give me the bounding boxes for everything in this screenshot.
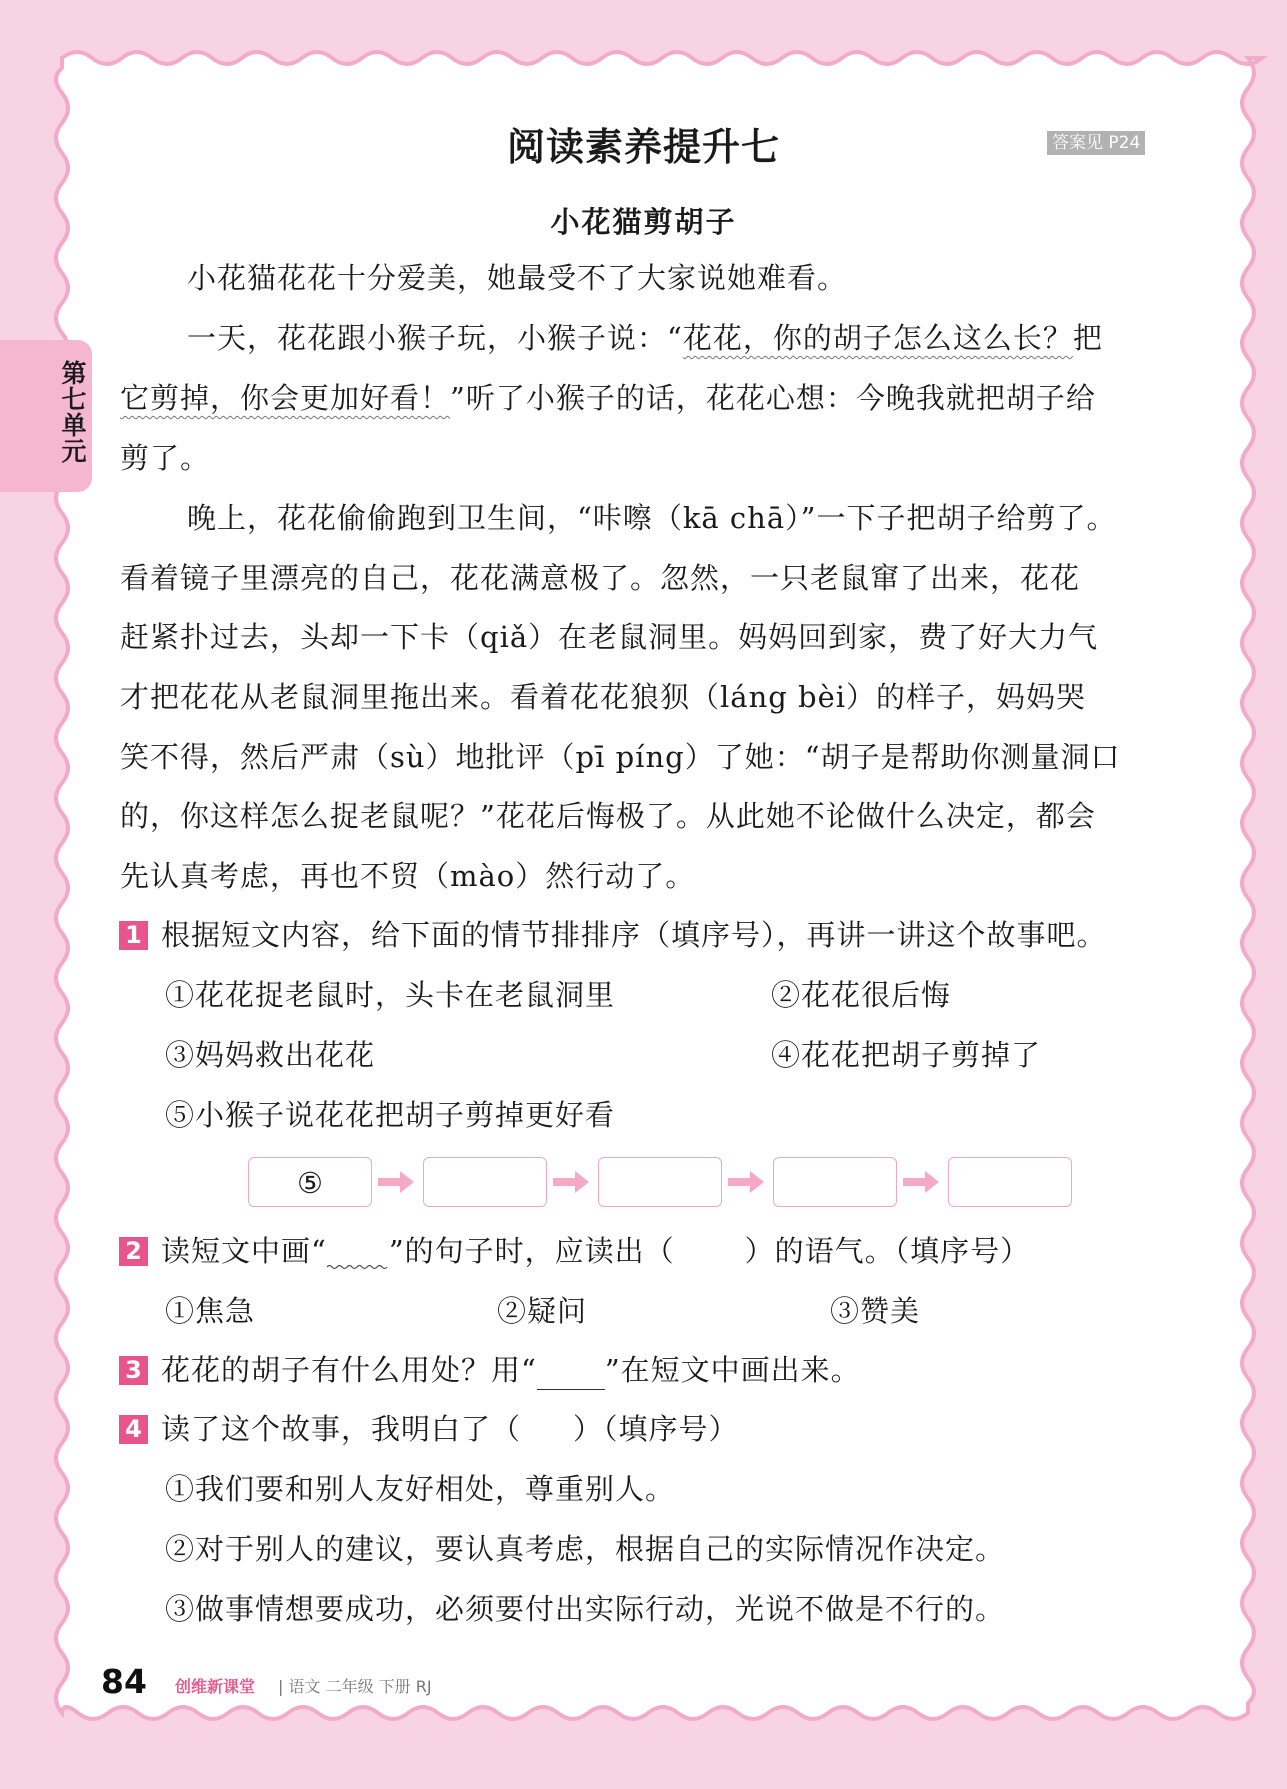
question-4-option-2: ②对于别人的建议，要认真考虑，根据自己的实际情况作决定。 [165, 1532, 1006, 1566]
passage-text: 一天，花花跟小猴子玩，小猴子说：“ [187, 321, 683, 355]
passage-paragraph-3-line-3: 赶紧扑过去，头却一下卡（qiǎ）在老鼠洞里。妈妈回到家，费了好大力气 [120, 620, 1099, 654]
question-text: ”在短文中画出来。 [604, 1353, 861, 1387]
question-1-option-4: ④花花把胡子剪掉了 [771, 1038, 1042, 1072]
answer-reference-tag: 答案见 P24 [1047, 131, 1145, 155]
question-1-option-3: ③妈妈救出花花 [165, 1038, 376, 1072]
question-1-option-2: ②花花很后悔 [771, 978, 952, 1012]
unit-label: 第七单元 [58, 360, 87, 464]
passage-paragraph-2-line-2 [120, 378, 1096, 418]
wavy-underlined-sentence: 花花，你的胡子怎么这么长？ [682, 321, 1073, 355]
question-1-text: 根据短文内容，给下面的情节排排序（填序号），再讲一讲这个故事吧。 [161, 918, 1107, 952]
book-info: | 语文 二年级 下册 RJ [278, 1677, 432, 1696]
arrow-right-icon [728, 1171, 764, 1193]
passage-paragraph-2-line-3: 剪了。 [120, 441, 211, 475]
passage-text: 把 [1072, 321, 1103, 355]
question-2-option-3: ③赞美 [830, 1294, 921, 1328]
page-title: 阅读素养提升七 [506, 125, 780, 169]
question-1-option-1: ①花花捉老鼠时，头卡在老鼠洞里 [165, 978, 616, 1012]
question-text: ”的句子时，应读出（ [388, 1234, 675, 1268]
passage-paragraph-3-line-2: 看着镜子里漂亮的自己，花花满意极了。忽然，一只老鼠窜了出来，花花 [120, 561, 1081, 595]
passage-paragraph-1: 小花猫花花十分爱美，她最受不了大家说她难看。 [187, 261, 848, 295]
page-number: 84 [101, 1662, 147, 1701]
question-text: ）的语气。（填序号） [744, 1234, 1031, 1268]
question-text: ）（填序号） [573, 1412, 739, 1446]
story-title: 小花猫剪胡子 [550, 205, 737, 239]
question-text: 读短文中画“ [161, 1234, 327, 1268]
order-answer-box-3[interactable] [598, 1157, 722, 1207]
question-text: 读了这个故事，我明白了（ [161, 1412, 522, 1446]
order-answer-box-1[interactable]: ⑤ [248, 1157, 372, 1207]
question-number-4: 4 [119, 1415, 148, 1444]
wavy-underlined-sentence: 它剪掉，你会更加好看！ [120, 381, 451, 415]
passage-paragraph-3-line-4: 才把花花从老鼠洞里拖出来。看着花花狼狈（láng bèi）的样子，妈妈哭 [120, 680, 1087, 714]
brand-name: 创维新课堂 [175, 1677, 256, 1696]
question-3-text [161, 1350, 861, 1390]
wavy-line-mark-icon [327, 1243, 389, 1271]
order-answer-box-4[interactable] [773, 1157, 897, 1207]
question-text: 花花的胡子有什么用处？用“ [161, 1353, 537, 1387]
question-1-option-5: ⑤小猴子说花花把胡子剪掉更好看 [165, 1098, 616, 1132]
arrow-right-icon [378, 1171, 414, 1193]
arrow-right-icon [553, 1171, 589, 1193]
question-2-option-1: ①焦急 [165, 1294, 256, 1328]
passage-paragraph-3-line-6: 的，你这样怎么捉老鼠呢？”花花后悔极了。从此她不论做什么决定，都会 [120, 799, 1096, 833]
question-number-1: 1 [119, 921, 148, 950]
order-answer-box-5[interactable] [948, 1157, 1072, 1207]
straight-line-mark [537, 1363, 605, 1390]
order-answer-box-2[interactable] [423, 1157, 547, 1207]
question-number-2: 2 [119, 1237, 148, 1266]
question-number-3: 3 [119, 1356, 148, 1385]
question-2-option-2: ②疑问 [497, 1294, 588, 1328]
passage-text: ”听了小猴子的话，花花心想：今晚我就把胡子给 [450, 381, 1096, 415]
passage-paragraph-3-line-7: 先认真考虑，再也不贸（mào）然行动了。 [120, 859, 696, 893]
passage-paragraph-2-line-1 [187, 318, 1103, 358]
passage-paragraph-3-line-1: 晚上，花花偷偷跑到卫生间，“咔嚓（kā chā）”一下子把胡子给剪了。 [187, 501, 1117, 535]
arrow-right-icon [903, 1171, 939, 1193]
question-4-text [161, 1409, 739, 1449]
passage-paragraph-3-line-5: 笑不得，然后严肃（sù）地批评（pī píng）了她：“胡子是帮助你测量洞口 [120, 740, 1121, 774]
question-4-option-3: ③做事情想要成功，必须要付出实际行动，光说不做是不行的。 [165, 1592, 1006, 1626]
question-4-option-1: ①我们要和别人友好相处，尊重别人。 [165, 1472, 676, 1506]
question-2-text [161, 1231, 1030, 1271]
